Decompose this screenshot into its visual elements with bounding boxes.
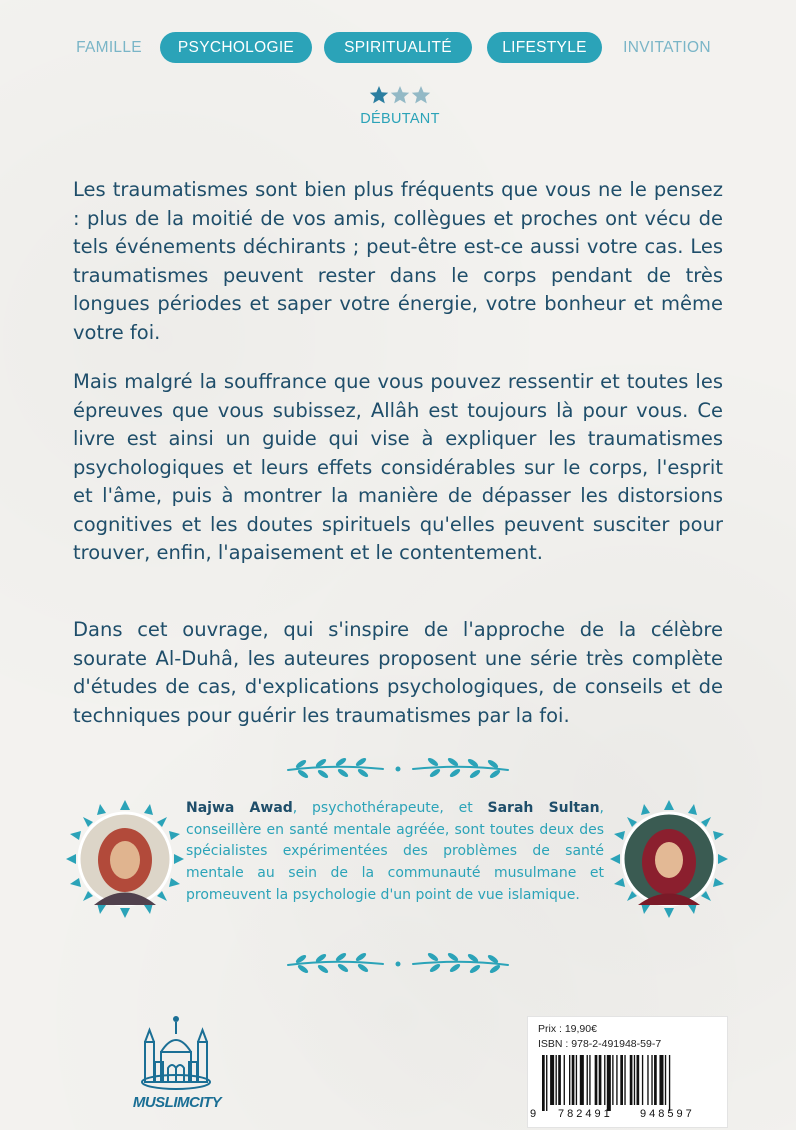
barcode-bar <box>642 1055 643 1105</box>
barcode-digit-first: 9 <box>530 1108 537 1120</box>
barcode-bar <box>572 1055 575 1105</box>
author-name-2: Sarah Sultan <box>487 800 600 816</box>
barcode-bar <box>659 1055 663 1105</box>
barcode-bar <box>576 1055 577 1105</box>
barcode-bar <box>624 1055 625 1105</box>
category-lifestyle[interactable]: LIFESTYLE <box>487 32 602 63</box>
barcode-bar <box>599 1055 602 1105</box>
barcode-bar <box>647 1055 648 1105</box>
barcode-bar <box>669 1055 670 1111</box>
difficulty-stars <box>368 84 432 106</box>
author-name-1: Najwa Awad <box>186 800 293 816</box>
category-famille[interactable]: FAMILLE <box>76 39 142 56</box>
barcode-bar <box>546 1055 547 1111</box>
barcode-bar <box>651 1055 652 1105</box>
barcode-bar <box>564 1055 565 1105</box>
barcode-bar <box>558 1055 561 1105</box>
authors-bio <box>186 798 604 907</box>
barcode-digits-group-2: 948597 <box>640 1108 695 1120</box>
barcode-bar <box>556 1055 557 1105</box>
authors-bio-rest: , conseillère en santé mentale agréée, sont toutes deux des spécialistes expérimentées des problèmes de santé mentale au sein de la communauté musulmane et promeuvent la psychologie d'un point de vue islamique. <box>186 800 604 903</box>
barcode-bar <box>634 1055 635 1105</box>
barcode-icon <box>538 1055 718 1111</box>
category-psychologie[interactable]: PSYCHOLOGIE <box>160 32 312 63</box>
author-role-1: , psychothérapeute, et <box>292 800 488 816</box>
isbn-label: ISBN : 978-2-491948-59-7 <box>538 1038 662 1050</box>
barcode-bar <box>542 1055 545 1111</box>
barcode-bar <box>616 1055 617 1105</box>
barcode-bar <box>637 1055 640 1105</box>
publisher-name: MUSLIMCITY <box>132 1094 222 1111</box>
star-icon-1 <box>370 86 388 103</box>
barcode-bar <box>587 1055 588 1105</box>
author-portrait-sarah-sultan <box>608 798 730 920</box>
barcode-bar <box>665 1055 666 1105</box>
star-icon-3 <box>412 86 430 103</box>
barcode-bar <box>580 1055 584 1105</box>
price-label: Prix : 19,90€ <box>538 1023 597 1035</box>
leaf-divider-icon <box>283 754 513 784</box>
barcode-bar <box>630 1055 633 1105</box>
barcode-box <box>527 1016 728 1128</box>
description-paragraph-3: Dans cet ouvrage, qui s'inspire de l'approche de la célèbre sourate Al-Duhâ, les auteures proposent une série très complète d'études de cas, d'explications psychologiques, de conseils et de techniques pour guérir les traumatismes par la foi. <box>73 618 723 727</box>
description-paragraph-2: Mais malgré la souffrance que vous pouvez ressentir et toutes les épreuves que vous subissez, Allâh est toujours là pour vous. Ce livre est ainsi un guide qui vise à expliquer les traumatismes psychologiques et leurs effets considérables sur le corps, l'esprit et l'âme, puis à montrer la manière de dépasser les distorsions cognitives et les doutes spirituels qu'elles peuvent susciter pour trouver, enfin, l'apaisement et le contentement. <box>73 370 723 564</box>
barcode-bar <box>589 1055 590 1105</box>
category-spiritualite[interactable]: SPIRITUALITÉ <box>324 32 472 63</box>
barcode-bar <box>604 1055 605 1105</box>
barcode-bar <box>595 1055 598 1105</box>
barcode-digits-group-1: 782491 <box>558 1108 613 1120</box>
leaf-divider-icon <box>283 949 513 979</box>
category-invitation[interactable]: INVITATION <box>623 39 711 56</box>
barcode-bar <box>612 1055 613 1105</box>
barcode-bar <box>550 1055 554 1105</box>
barcode-bar <box>569 1055 570 1105</box>
barcode-bar <box>654 1055 657 1105</box>
author-portrait-najwa-awad <box>64 798 186 920</box>
star-icon-2 <box>391 86 409 103</box>
category-bar <box>0 32 796 64</box>
barcode-bar <box>607 1055 611 1111</box>
difficulty-level: DÉBUTANT <box>360 111 440 127</box>
barcode-bar <box>620 1055 623 1105</box>
description-paragraph-1: Les traumatismes sont bien plus fréquents que vous ne le pensez : plus de la moitié de vos amis, collègues et proches ont vécu de tels événements déchirants ; peut-être est-ce aussi votre cas. Les traumatismes peuvent rester dans le corps pendant de très longues périodes et saper votre énergie, votre bonheur et même votre foi. <box>73 178 723 344</box>
